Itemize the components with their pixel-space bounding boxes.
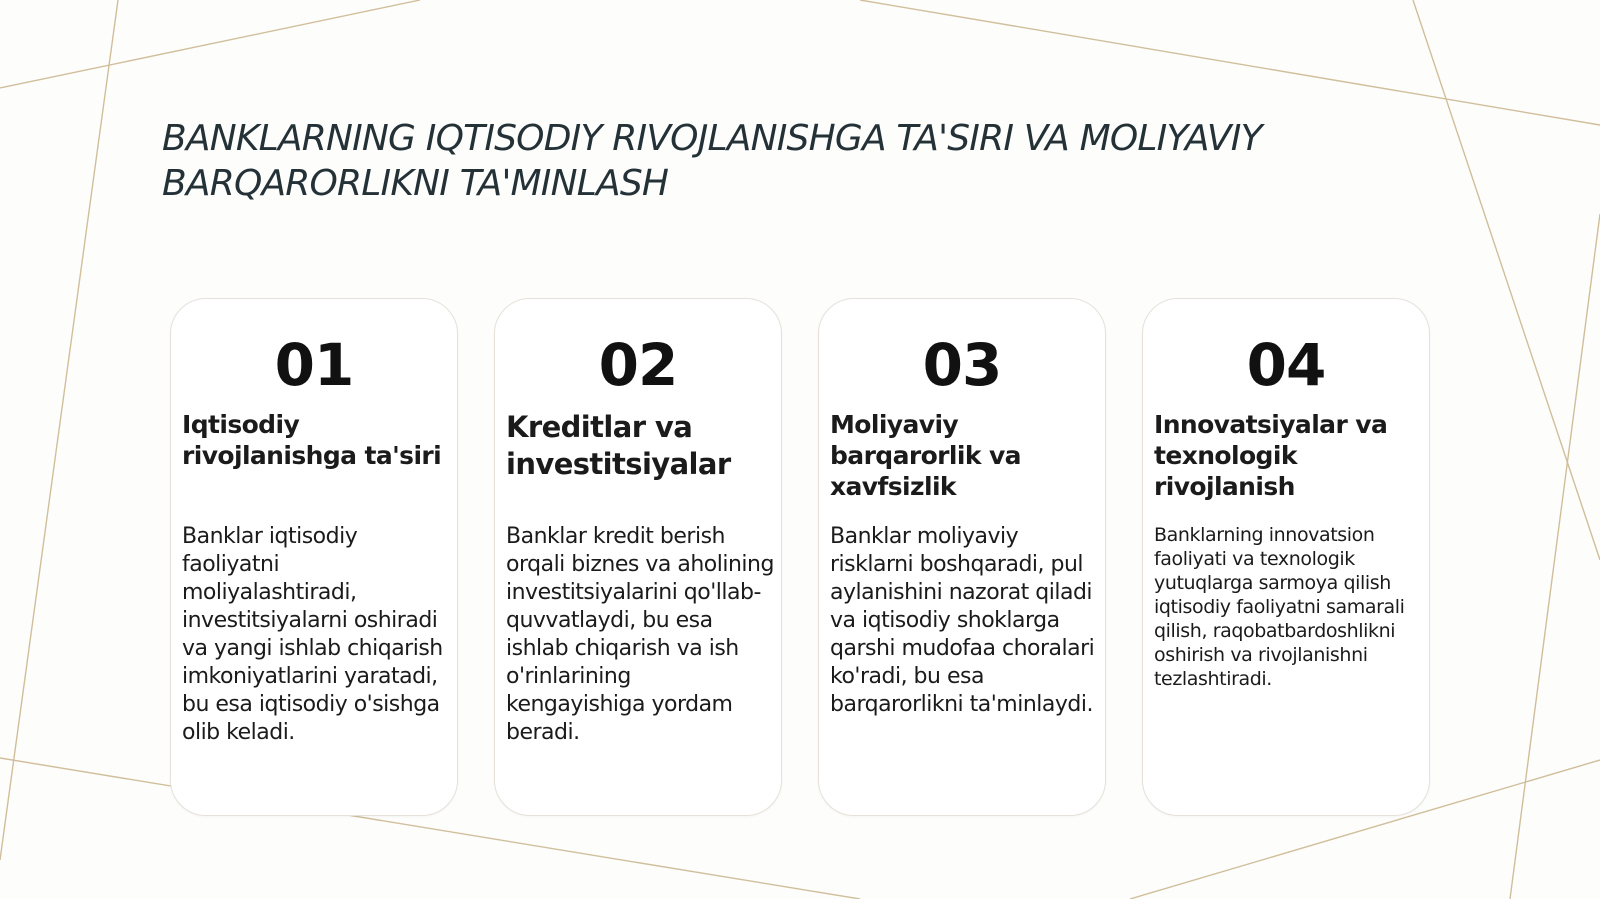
slide-title: BANKLARNING IQTISODIY RIVOJLANISHGA TA'SIRI VA MOLIYAVIY BARQARORLIKNI TA'MINLASH — [162, 118, 1262, 204]
card-number: 04 — [1246, 331, 1326, 399]
card-body-text: Banklar kredit berish orqali biznes va aholining investitsiyalarini qo'llab-quvvatlaydi, bu esa ishlab chiqarish va ish o'rinlarining kengayishiga yordam beradi. — [506, 524, 774, 745]
card-number: 02 — [598, 331, 678, 399]
card-heading: Kreditlar va investitsiyalar — [506, 410, 731, 481]
deco-line — [860, 0, 1600, 125]
card-number: 03 — [922, 331, 1002, 399]
card-1 — [170, 298, 458, 816]
deco-line — [1510, 214, 1600, 899]
deco-line — [0, 0, 420, 88]
card-body-text: Banklar moliyaviy risklarni boshqaradi, pul aylanishini nazorat qiladi va iqtisodiy shoklarga qarshi mudofaa choralari ko'radi, bu esa barqarorlikni ta'minlaydi. — [830, 524, 1095, 717]
card-body-text: Banklarning innovatsion faoliyati va texnologik yutuqlarga sarmoya qilish iqtisodiy faoliyatni samarali qilish, raqobatbardoshlikni oshirish va rivojlanishni tezlashtiradi. — [1154, 524, 1405, 690]
card-2 — [494, 298, 782, 816]
deco-line — [1413, 0, 1600, 560]
card-heading: Iqtisodiy rivojlanishga ta'siri — [182, 410, 442, 470]
card-heading: Moliyaviy barqarorlik va xavfsizlik — [830, 410, 1021, 501]
card-body-text: Banklar iqtisodiy faoliyatni moliyalashtiradi, investitsiyalarni oshiradi va yangi ishlab chiqarish imkoniyatlarini yaratadi, bu esa iqtisodiy o'sishga olib keladi. — [182, 524, 443, 745]
deco-line — [0, 0, 118, 860]
card-4 — [1142, 298, 1430, 816]
card-number: 01 — [274, 331, 354, 399]
card-3 — [818, 298, 1106, 816]
card-heading: Innovatsiyalar va texnologik rivojlanish — [1154, 410, 1388, 501]
